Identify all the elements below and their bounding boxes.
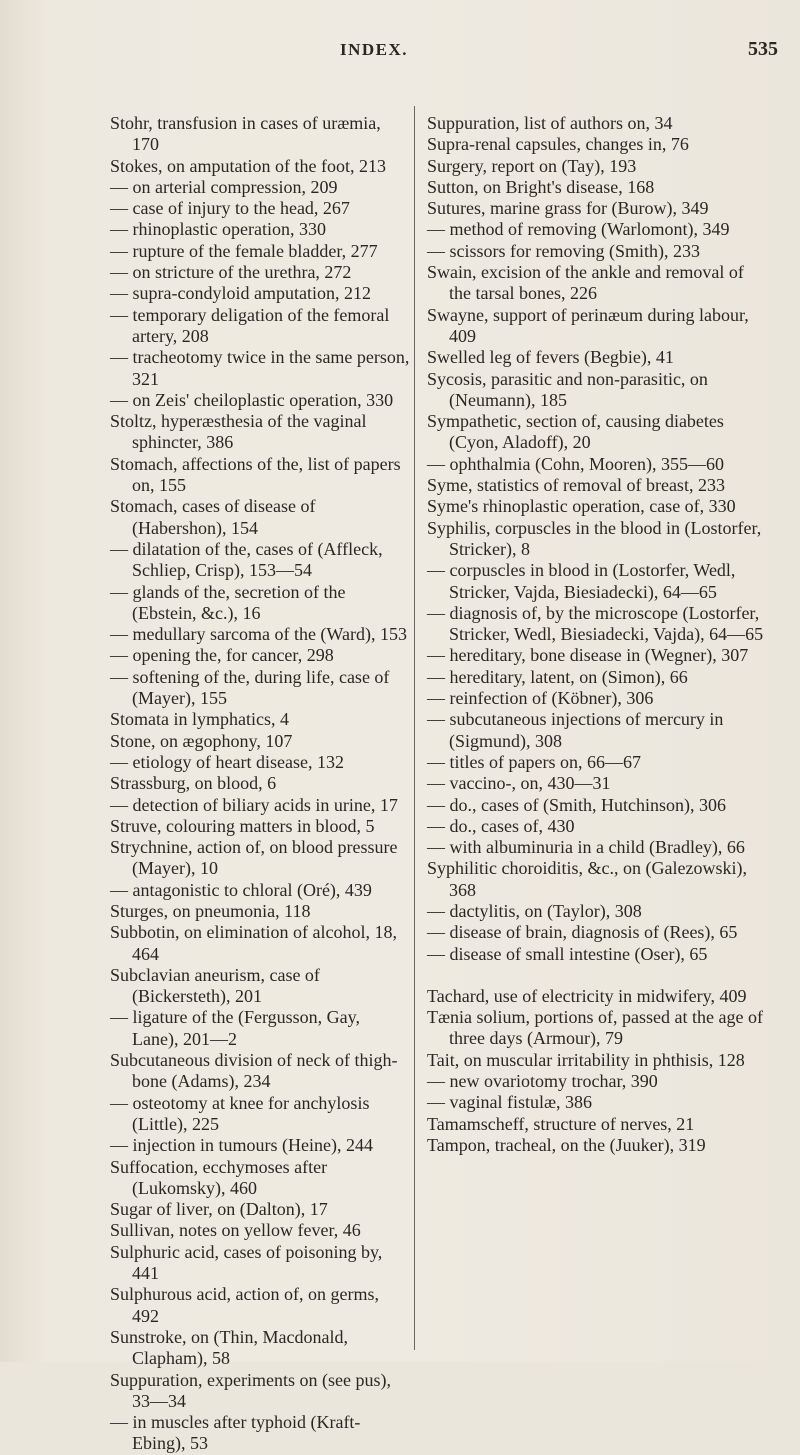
index-entry: Stoltz, hyperæsthesia of the vaginal sphincter, 386 xyxy=(110,411,367,453)
left-column xyxy=(110,113,410,1455)
index-entry: Sturges, on pneumonia, 118 xyxy=(110,900,311,921)
index-entry: — ligature of the (Fergusson, Gay, Lane), 201—2 xyxy=(110,1007,360,1049)
index-entry: Sullivan, notes on yellow fever, 46 xyxy=(110,1220,361,1241)
index-entry: — ophthalmia (Cohn, Mooren), 355—60 xyxy=(427,453,724,474)
index-entry: Swelled leg of fevers (Begbie), 41 xyxy=(427,347,674,368)
index-entry: Syme's rhinoplastic operation, case of, 330 xyxy=(427,496,736,517)
index-entry: — osteotomy at knee for anchylosis (Little), 225 xyxy=(110,1092,370,1134)
index-entry: — corpuscles in blood in (Lostorfer, Wedl, Stricker, Vajda, Biesiadecki), 64—65 xyxy=(427,560,736,602)
index-entry: — temporary deligation of the femoral artery, 208 xyxy=(110,304,390,346)
index-entry: Sulphurous acid, action of, on germs, 492 xyxy=(110,1284,379,1326)
index-entry: — do., cases of (Smith, Hutchinson), 306 xyxy=(427,794,726,815)
index-entry: Sugar of liver, on (Dalton), 17 xyxy=(110,1199,328,1220)
index-entry: — on arterial compression, 209 xyxy=(110,176,338,197)
index-entry: Tachard, use of electricity in midwifery, 409 xyxy=(427,985,747,1006)
index-entry: Suppuration, list of authors on, 34 xyxy=(427,113,673,133)
index-entry: — method of removing (Warlomont), 349 xyxy=(427,219,730,240)
index-entry: — with albuminuria in a child (Bradley), 66 xyxy=(427,837,745,858)
index-entry: Subclavian aneurism, case of (Bickersteth), 201 xyxy=(110,964,320,1007)
index-entry: — vaccino-, on, 430—31 xyxy=(427,773,611,794)
index-entry: Supra-renal capsules, changes in, 76 xyxy=(427,134,689,155)
section-gap xyxy=(427,965,767,986)
index-entry: Syphilis, corpuscles in the blood in (Lostorfer, Stricker), 8 xyxy=(427,517,762,559)
index-entry: — case of injury to the head, 267 xyxy=(110,198,350,219)
index-entry: Suppuration, experiments on (see pus), 33—34 xyxy=(110,1369,391,1411)
index-entry: Strassburg, on blood, 6 xyxy=(110,773,277,794)
index-entry: Tænia solium, portions of, passed at the age of three days (Armour), 79 xyxy=(427,1007,763,1049)
index-entry: Stomach, cases of disease of (Habershon), 154 xyxy=(110,496,316,538)
index-entry: — new ovariotomy trochar, 390 xyxy=(427,1071,658,1092)
index-entry: — titles of papers on, 66—67 xyxy=(427,751,641,772)
index-entry: — tracheotomy twice in the same person, 321 xyxy=(110,347,410,389)
index-entry: Struve, colouring matters in blood, 5 xyxy=(110,815,375,836)
index-entry: Swain, excision of the ankle and removal of the tarsal bones, 226 xyxy=(427,262,744,304)
index-entry: — rhinoplastic operation, 330 xyxy=(110,219,326,240)
index-entry: — hereditary, latent, on (Simon), 66 xyxy=(427,666,688,687)
index-entry: — dilatation of the, cases of (Affleck, Schliep, Crisp), 153—54 xyxy=(110,538,383,581)
index-entry: — diagnosis of, by the microscope (Lostorfer, Stricker, Wedl, Biesiadecki, Vajda), 64—65 xyxy=(427,602,764,645)
index-entry: Sunstroke, on (Thin, Macdonald, Clapham), 58 xyxy=(110,1326,348,1369)
index-entry: — medullary sarcoma of the (Ward), 153 xyxy=(110,624,407,645)
index-entry: — etiology of heart disease, 132 xyxy=(110,751,344,772)
index-entry: — disease of brain, diagnosis of (Rees), 65 xyxy=(427,922,738,943)
index-entry: — injection in tumours (Heine), 244 xyxy=(110,1135,373,1156)
index-entry: Syme, statistics of removal of breast, 233 xyxy=(427,475,725,496)
index-entry: — hereditary, bone disease in (Wegner), 307 xyxy=(427,645,749,666)
index-entry: Stone, on ægophony, 107 xyxy=(110,730,293,751)
index-entry: — scissors for removing (Smith), 233 xyxy=(427,240,700,261)
column-divider xyxy=(414,106,415,1350)
index-entry: Suffocation, ecchymoses after (Lukomsky), 460 xyxy=(110,1156,328,1198)
index-entry: — opening the, for cancer, 298 xyxy=(110,645,334,666)
index-entry: Subbotin, on elimination of alcohol, 18, 464 xyxy=(110,922,397,964)
index-entry: Stomata in lymphatics, 4 xyxy=(110,709,289,730)
index-entry: Sycosis, parasitic and non-parasitic, on (Neumann), 185 xyxy=(427,368,708,410)
index-entry: Stohr, transfusion in cases of uræmia, 170 xyxy=(110,113,381,155)
index-entry: — disease of small intestine (Oser), 65 xyxy=(427,943,708,964)
index-entry: — reinfection of (Köbner), 306 xyxy=(427,688,654,709)
index-entry: Stomach, affections of the, list of papers on, 155 xyxy=(110,453,401,496)
index-entry: — in muscles after typhoid (Kraft-Ebing), 53 xyxy=(110,1412,361,1454)
index-entry: Sutures, marine grass for (Burow), 349 xyxy=(427,198,709,219)
index-entry: — dactylitis, on (Taylor), 308 xyxy=(427,900,642,921)
index-entry: — on Zeis' cheiloplastic operation, 330 xyxy=(110,389,394,410)
index-entry: Sutton, on Bright's disease, 168 xyxy=(427,176,655,197)
index-entry: — vaginal fistulæ, 386 xyxy=(427,1092,592,1113)
index-entry: Sympathetic, section of, causing diabetes (Cyon, Aladoff), 20 xyxy=(427,411,724,453)
index-entry: — supra-condyloid amputation, 212 xyxy=(110,283,371,304)
index-entry: Surgery, report on (Tay), 193 xyxy=(427,155,637,176)
right-column xyxy=(427,113,767,1156)
index-entry: — detection of biliary acids in urine, 17 xyxy=(110,794,398,815)
running-title: INDEX. xyxy=(340,40,409,59)
index-entry: — glands of the, secretion of the (Ebstein, &c.), 16 xyxy=(110,581,346,623)
index-entry: Stokes, on amputation of the foot, 213 xyxy=(110,155,386,176)
index-entry: Tampon, tracheal, on the (Juuker), 319 xyxy=(427,1134,706,1155)
index-entry: Tait, on muscular irritability in phthisis, 128 xyxy=(427,1049,745,1070)
index-entry: — softening of the, during life, case of (Mayer), 155 xyxy=(110,666,390,709)
index-entry: Subcutaneous division of neck of thigh-bone (Adams), 234 xyxy=(110,1050,398,1092)
index-entry: — on stricture of the urethra, 272 xyxy=(110,262,352,283)
index-entry: Swayne, support of perinæum during labour, 409 xyxy=(427,304,749,346)
index-entry: — do., cases of, 430 xyxy=(427,815,575,836)
index-entry: — antagonistic to chloral (Oré), 439 xyxy=(110,879,372,900)
page-header xyxy=(0,38,800,68)
index-entry: — rupture of the female bladder, 277 xyxy=(110,240,378,261)
index-entry: Tamamscheff, structure of nerves, 21 xyxy=(427,1113,695,1134)
index-entry: Syphilitic choroiditis, &c., on (Galezowski), 368 xyxy=(427,858,747,900)
index-entry: Sulphuric acid, cases of poisoning by, 441 xyxy=(110,1241,383,1284)
index-entry: Strychnine, action of, on blood pressure (Mayer), 10 xyxy=(110,837,398,879)
index-entry: — subcutaneous injections of mercury in (Sigmund), 308 xyxy=(427,709,724,751)
page-number: 535 xyxy=(748,38,778,60)
